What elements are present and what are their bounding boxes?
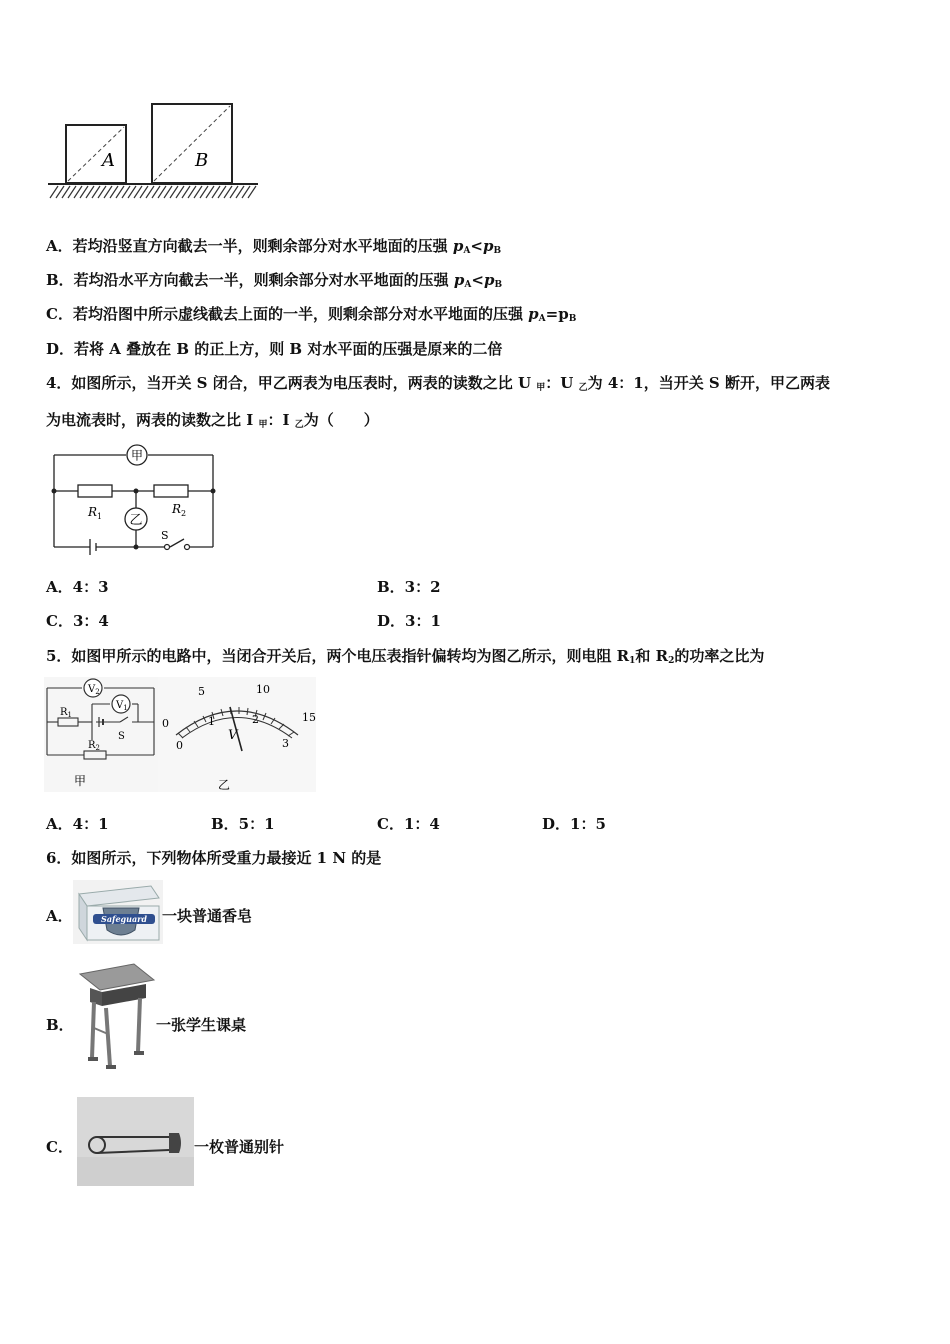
block-a xyxy=(66,125,126,183)
soap-brand: Safeguard xyxy=(101,914,147,924)
q5-option-d: D．1：5 xyxy=(542,815,606,833)
q6-option-c-text: 一枚普通别针 xyxy=(194,1138,285,1156)
q6-stem: 6．如图所示，下列物体所受重力最接近 1 N 的是 xyxy=(46,849,382,867)
q6-option-c-label: C． xyxy=(46,1138,73,1156)
q5-caption-jia: 甲 xyxy=(74,774,87,788)
q3-option-a: A．若均沿竖直方向截去一半，则剩余部分对水平地面的压强 $p_A<p_B$ xyxy=(46,237,502,256)
soap-image xyxy=(73,880,163,944)
q5-option-c: C．1：4 xyxy=(377,815,440,833)
q6-option-a-label: A． xyxy=(46,907,73,925)
q3-option-d: D．若将 A 叠放在 B 的正上方，则 B 对水平面的压强是原来的二倍 xyxy=(46,340,503,358)
r2-label: $R_2$ xyxy=(172,502,187,518)
unit-label: V xyxy=(228,728,238,743)
bottom-tick-0: 0 xyxy=(176,739,183,752)
safety-pin-image xyxy=(77,1097,194,1186)
q4-stem-line1: 4．如图所示，当开关 S 闭合，甲乙两表为电压表时，两表的读数之比 U $_甲$：U $_乙$为 4：1，当开关 S 断开，甲乙两表 xyxy=(46,374,830,393)
switch-label: S xyxy=(161,529,169,542)
meter-v2 xyxy=(84,679,102,697)
q5-r1-label: $R_1$ xyxy=(60,707,72,719)
q5-option-a: A．4：1 xyxy=(46,815,109,833)
svg-text:甲: 甲 xyxy=(130,448,144,463)
r1-label: $R_1$ xyxy=(88,505,103,521)
block-a-label: A xyxy=(102,150,115,171)
meter-jia xyxy=(127,445,147,465)
q5-voltmeter-dial xyxy=(158,677,316,792)
top-tick-5: 5 xyxy=(198,685,205,698)
block-b-label: B xyxy=(195,150,209,171)
q4-option-b: B．3：2 xyxy=(377,578,441,596)
q6-option-b-text: 一张学生课桌 xyxy=(156,1016,247,1034)
svg-text:V1: $V_1$ xyxy=(116,700,128,712)
block-b xyxy=(152,104,232,183)
svg-text:乙: 乙 xyxy=(129,513,143,528)
q4-circuit-diagram xyxy=(50,444,220,556)
q5-stem: 5．如图甲所示的电路中，当闭合开关后，两个电压表指针偏转均为图乙所示，则电阻 $R_1$和 $R_2$的功率之比为 xyxy=(46,647,765,666)
top-tick-10: 10 xyxy=(256,683,270,696)
q6-option-a-text: 一块普通香皂 xyxy=(162,907,253,925)
bottom-tick-2: 2 xyxy=(252,713,259,726)
q4-option-c: C．3：4 xyxy=(46,612,109,630)
q5-r2-label: $R_2$ xyxy=(88,740,100,752)
blocks-figure xyxy=(44,100,264,200)
svg-text:V2: $V_2$ xyxy=(88,684,100,696)
top-tick-15: 15 xyxy=(302,711,316,724)
q5-caption-yi: 乙 xyxy=(218,778,231,792)
q3-option-c: C．若均沿图中所示虚线截去上面的一半，则剩余部分对水平地面的压强 $p_A=p_B$ xyxy=(46,305,577,324)
q4-option-a: A．4：3 xyxy=(46,578,109,596)
q3-option-b: B．若均沿水平方向截去一半，则剩余部分对水平地面的压强 $p_A<p_B$ xyxy=(46,271,503,290)
q6-option-b-label: B． xyxy=(46,1016,74,1034)
ground xyxy=(48,184,258,198)
bottom-tick-3: 3 xyxy=(282,737,289,750)
q5-switch-label: S xyxy=(118,731,125,742)
desk-image xyxy=(76,962,156,1072)
q4-option-d: D．3：1 xyxy=(377,612,441,630)
top-tick-0: 0 xyxy=(162,717,169,730)
meter-v1 xyxy=(112,695,130,713)
q5-option-b: B．5：1 xyxy=(211,815,275,833)
q4-stem-line2: 为电流表时，两表的读数之比 I $_甲$：I $_乙$为（ ） xyxy=(46,411,379,430)
meter-yi xyxy=(125,508,147,530)
q5-circuit-diagram xyxy=(44,677,159,792)
bottom-tick-1: 1 xyxy=(208,715,215,728)
